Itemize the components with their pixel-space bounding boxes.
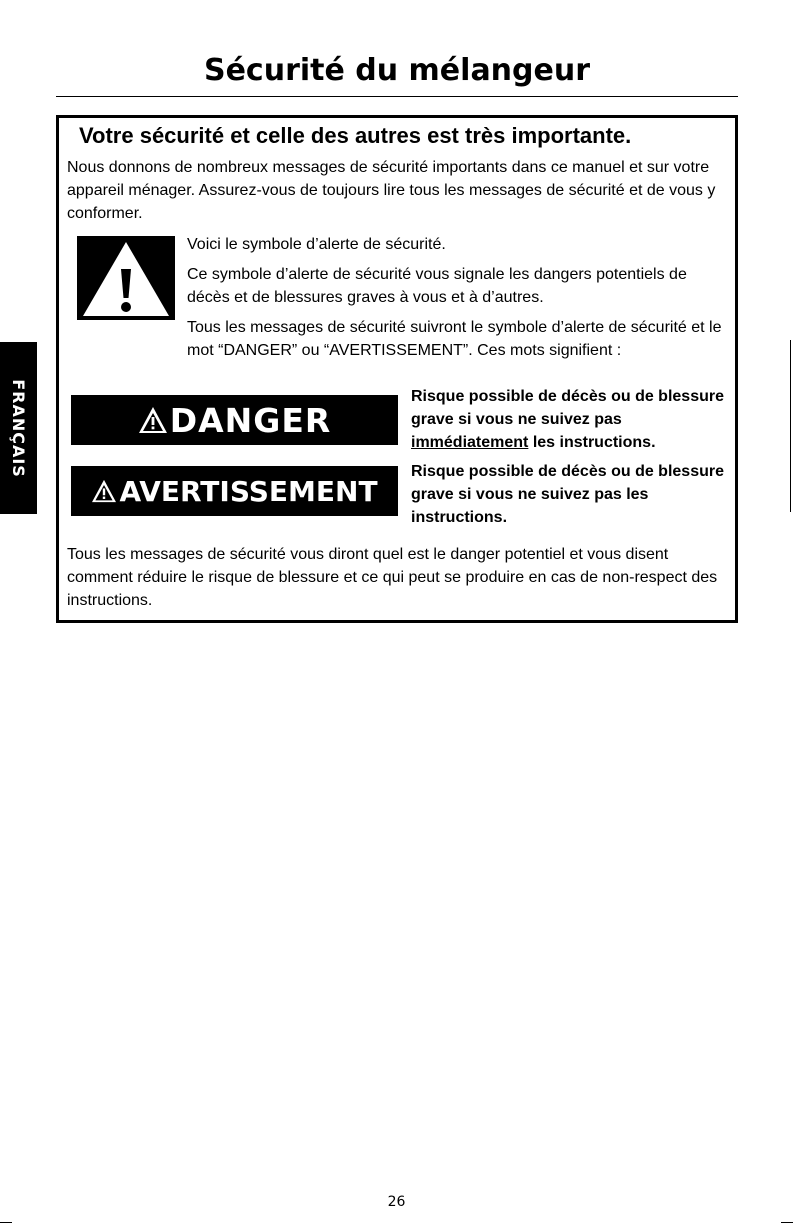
- warning-alert-icon: [91, 479, 117, 503]
- danger-description: [411, 385, 733, 454]
- danger-desc-after: les instructions.: [528, 434, 656, 451]
- language-tab-label: FRANÇAIS: [9, 378, 28, 478]
- safety-alert-triangle-icon: [77, 236, 175, 320]
- language-tab: [0, 342, 37, 514]
- title-divider: [56, 96, 738, 97]
- alert-symbol-line-1: Voici le symbole d’alerte de sécurité.: [187, 236, 446, 253]
- safety-box-heading: Votre sécurité et celle des autres est très importante.: [79, 123, 632, 148]
- page-number: 26: [387, 1194, 406, 1210]
- danger-label: DANGER: [169, 400, 332, 440]
- warning-description: Risque possible de décès ou de blessure grave si vous ne suivez pas les instructions.: [411, 463, 724, 526]
- warning-label: AVERTISSEMENT: [119, 474, 378, 508]
- alert-symbol-line-2: Ce symbole d’alerte de sécurité vous signale les dangers potentiels de décès et de blessures graves à vous et à d’autres.: [187, 266, 687, 306]
- safety-box: [56, 115, 738, 623]
- warning-signal-word: [71, 466, 398, 516]
- crop-mark-right: [781, 1222, 793, 1223]
- alert-symbol-line-3: Tous les messages de sécurité suivront le symbole d’alerte de sécurité et le mot “DANGER” ou “AVERTISSEMENT”. Ces mots signifient :: [187, 319, 722, 359]
- safety-alert-triangle-svg: [77, 236, 175, 320]
- danger-desc-before: Risque possible de décès ou de blessure grave si vous ne suivez pas: [411, 388, 724, 428]
- danger-signal-word: [71, 395, 398, 445]
- safety-outro: Tous les messages de sécurité vous diront quel est le danger potentiel et vous disent comment réduire le risque de blessure et ce qui peut se produire en cas de non-respect des instructions.: [67, 546, 718, 609]
- page-title: Sécurité du mélangeur: [203, 53, 591, 88]
- crop-mark-left: [0, 1222, 12, 1223]
- right-margin-rule: [790, 340, 791, 512]
- danger-alert-icon: [138, 406, 168, 434]
- safety-intro: Nous donnons de nombreux messages de sécurité importants dans ce manuel et sur votre appareil ménager. Assurez-vous de toujours lire tous les messages de sécurité et de vous y conformer.: [67, 159, 716, 222]
- danger-desc-emphasis: immédiatement: [411, 434, 529, 451]
